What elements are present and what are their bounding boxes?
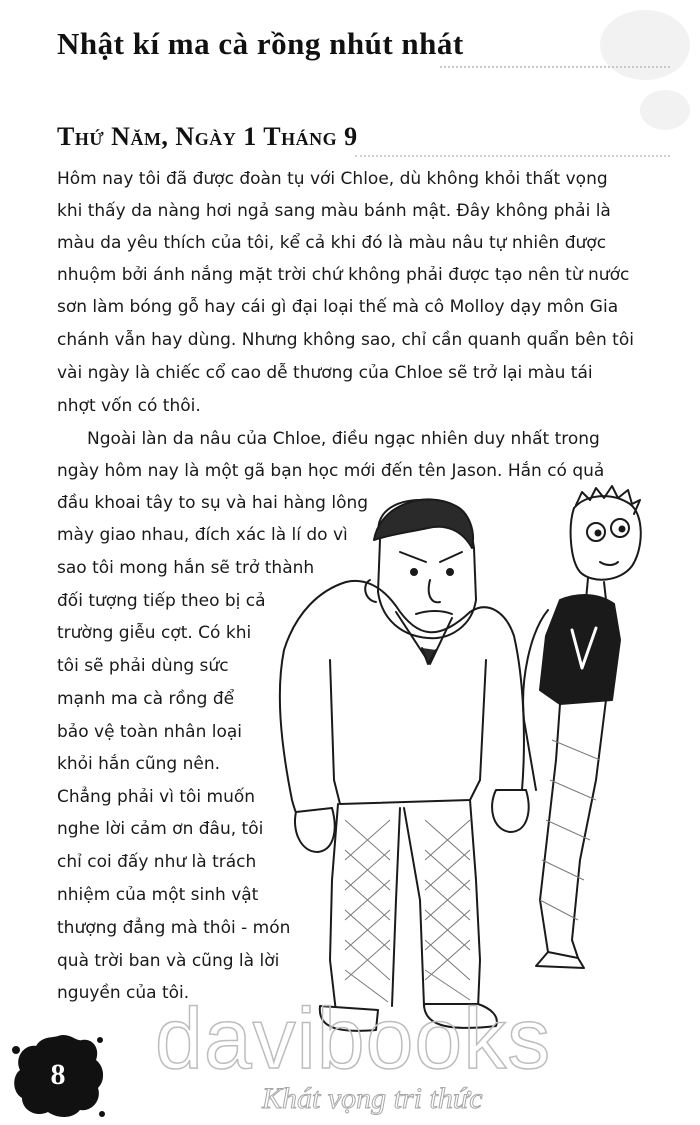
body-line: ngày hôm nay là một gã bạn học mới đến tên Jason. Hắn có quả xyxy=(57,461,605,481)
body-line: mạnh ma cà rồng để xyxy=(57,689,235,709)
body-line: nguyền của tôi. xyxy=(57,983,190,1003)
running-header: Nhật kí ma cà rồng nhút nhát xyxy=(57,26,464,61)
body-line: quà trời ban và cũng là lời xyxy=(57,951,280,971)
body-line: bảo vệ toàn nhân loại xyxy=(57,722,243,742)
body-line: trường giễu cợt. Có khi xyxy=(57,623,252,643)
thin-boy-figure xyxy=(523,486,641,968)
watermark-tagline: Khát vọng tri thức xyxy=(262,1082,483,1115)
body-line: đối tượng tiếp theo bị cả xyxy=(57,591,266,611)
body-line: sơn làm bóng gỗ hay cái gì đại loại thế mà cô Molloy dạy môn Gia xyxy=(57,297,619,317)
page-number-badge xyxy=(10,1030,106,1120)
body-line: vài ngày là chiếc cổ cao dễ thương của Chloe sẽ trở lại màu tái xyxy=(57,363,593,383)
body-line: khỏi hắn cũng nên. xyxy=(57,754,221,774)
body-line: chỉ coi đấy như là trách xyxy=(57,852,257,872)
body-line: Ngoài làn da nâu của Chloe, điều ngạc nhiên duy nhất trong xyxy=(87,429,600,449)
stocky-boy-figure xyxy=(280,499,529,1030)
body-line: mày giao nhau, đích xác là lí do vì xyxy=(57,525,348,545)
watermark-brand: davibooks xyxy=(155,991,552,1087)
body-line: tôi sẽ phải dùng sức xyxy=(57,656,229,676)
body-line: Hôm nay tôi đã được đoàn tụ với Chloe, dù không khỏi thất vọng xyxy=(57,169,608,189)
trouser-hatching xyxy=(345,740,600,1002)
page-number: 8 xyxy=(50,1058,66,1091)
body-line: chánh vẫn hay dùng. Nhưng không sao, chỉ cần quanh quẩn bên tôi xyxy=(57,330,634,350)
body-line: thượng đẳng mà thôi - món xyxy=(57,918,291,938)
body-line: đầu khoai tây to sụ và hai hàng lông xyxy=(57,493,369,513)
body-line: nghe lời cảm ơn đâu, tôi xyxy=(57,819,264,839)
body-line: nhợt vốn có thôi. xyxy=(57,396,201,416)
body-line: màu da yêu thích của tôi, kể cả khi đó là màu nâu tự nhiên được xyxy=(57,233,607,253)
body-line: nhuộm bởi ánh nắng mặt trời chứ không phải được tạo nên từ nước xyxy=(57,265,630,285)
body-line: sao tôi mong hắn sẽ trở thành xyxy=(57,558,315,578)
body-line: Chẳng phải vì tôi muốn xyxy=(57,787,256,807)
body-line: nhiệm của một sinh vật xyxy=(57,885,259,905)
body-line: khi thấy da nàng hơi ngả sang màu bánh mật. Đây không phải là xyxy=(57,201,611,221)
entry-date-heading: Thứ Năm, Ngày 1 Tháng 9 xyxy=(57,122,358,151)
